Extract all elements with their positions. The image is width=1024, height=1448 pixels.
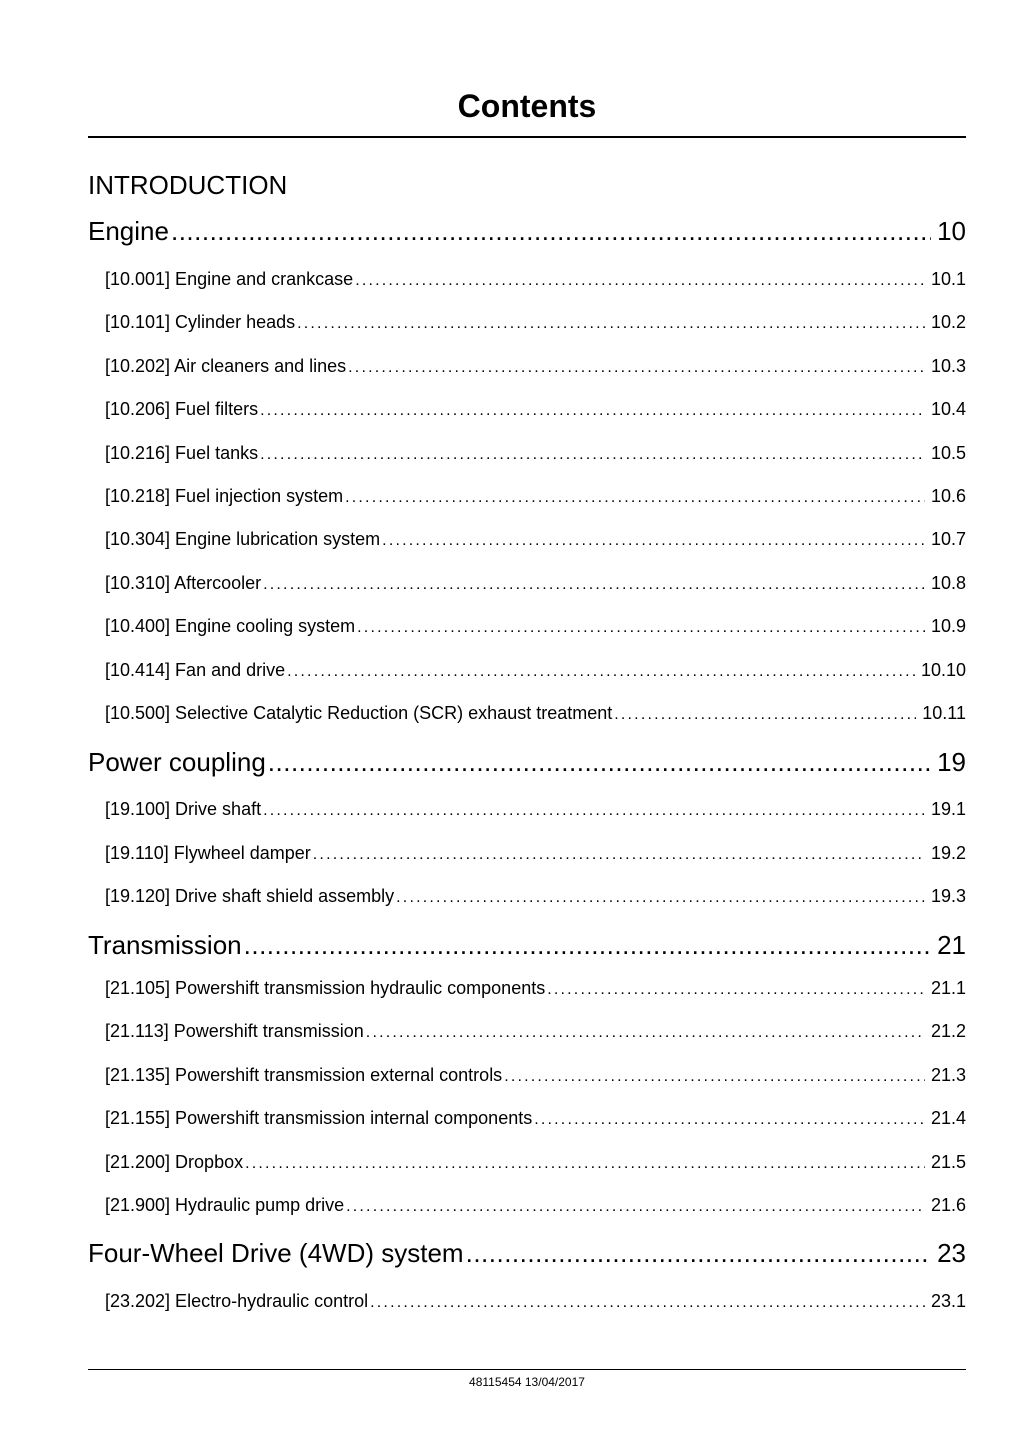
toc-section-label: [21.105] Powershift transmission hydraulic components (105, 978, 546, 998)
toc-page-number: 10.11 (922, 703, 966, 723)
toc-section[interactable] (88, 885, 966, 909)
toc-page-number: 21.4 (930, 1108, 966, 1128)
dot-leader (466, 1237, 931, 1269)
dot-leader (504, 1066, 925, 1088)
toc-page-number: 21.3 (930, 1065, 966, 1085)
toc-page-number: 23.1 (930, 1291, 966, 1311)
toc-section[interactable] (88, 485, 966, 509)
toc-page-number: 10 (937, 216, 966, 246)
dot-leader (534, 1109, 925, 1131)
toc-page-number: 19 (937, 747, 966, 777)
toc-section[interactable] (88, 1290, 966, 1314)
toc-section[interactable] (88, 977, 966, 1001)
footer-doc-number: 48115454 13/04/2017 (469, 1375, 585, 1389)
toc-chapter-power-coupling[interactable] (88, 746, 966, 778)
toc-page-number: 10.7 (930, 529, 966, 549)
dot-leader (348, 357, 925, 379)
toc-page-number: 10.5 (930, 443, 966, 463)
toc-section[interactable] (88, 1107, 966, 1131)
toc-section[interactable] (88, 268, 966, 292)
dot-leader (260, 444, 925, 466)
toc-section[interactable] (88, 702, 966, 726)
toc-page-number: 10.8 (930, 573, 966, 593)
dot-leader (287, 661, 915, 683)
dot-leader (396, 887, 925, 909)
toc-page-number: 10.6 (930, 486, 966, 506)
toc-section-label: [21.135] Powershift transmission external controls (105, 1065, 503, 1085)
dot-leader (244, 929, 931, 961)
dot-leader (263, 574, 925, 596)
toc-section-label: [10.218] Fuel injection system (105, 486, 344, 506)
toc-section-label: [19.110] Flywheel damper (105, 843, 311, 863)
toc-section-label: [10.101] Cylinder heads (105, 312, 296, 332)
toc-section[interactable] (88, 842, 966, 866)
page-title: Contents (457, 88, 597, 124)
toc-section-label: [10.500] Selective Catalytic Reduction (SCR) exhaust treatment (105, 703, 613, 723)
toc-section-label: [10.414] Fan and drive (105, 660, 286, 680)
dot-leader (614, 704, 916, 726)
toc-page-number: 21.6 (930, 1195, 966, 1215)
toc-section-label: [21.200] Dropbox (105, 1152, 244, 1172)
toc-page-number: 10.4 (930, 399, 966, 419)
toc-chapter-label: Engine (88, 216, 169, 246)
toc-section[interactable] (88, 1194, 966, 1218)
toc-section[interactable] (88, 355, 966, 379)
dot-leader (313, 844, 925, 866)
toc-section-label: [21.155] Powershift transmission internal components (105, 1108, 533, 1128)
table-of-contents (88, 0, 966, 1448)
toc-section-label: [21.113] Powershift transmission (105, 1021, 364, 1041)
toc-section[interactable] (88, 615, 966, 639)
introduction-heading: INTRODUCTION (88, 170, 288, 200)
toc-section-label: [10.001] Engine and crankcase (105, 269, 354, 289)
toc-page-number: 10.3 (930, 356, 966, 376)
toc-chapter-four-wheel-drive[interactable] (88, 1237, 966, 1269)
toc-section[interactable] (88, 1020, 966, 1044)
dot-leader (263, 800, 925, 822)
footer-divider (88, 1369, 966, 1370)
dot-leader (382, 530, 925, 552)
dot-leader (345, 487, 925, 509)
toc-section[interactable] (88, 1151, 966, 1175)
toc-page-number: 10.2 (930, 312, 966, 332)
toc-section[interactable] (88, 528, 966, 552)
dot-leader (245, 1153, 925, 1175)
toc-section-label: [19.120] Drive shaft shield assembly (105, 886, 395, 906)
toc-section-label: [10.202] Air cleaners and lines (105, 356, 347, 376)
dot-leader (370, 1292, 925, 1314)
dot-leader (268, 746, 931, 778)
toc-section[interactable] (88, 659, 966, 683)
toc-section-label: [10.216] Fuel tanks (105, 443, 259, 463)
toc-section[interactable] (88, 398, 966, 422)
dot-leader (357, 617, 925, 639)
toc-page-number: 19.1 (930, 799, 966, 819)
toc-section[interactable] (88, 798, 966, 822)
toc-section[interactable] (88, 572, 966, 596)
toc-section-label: [10.304] Engine lubrication system (105, 529, 381, 549)
toc-section[interactable] (88, 442, 966, 466)
dot-leader (355, 270, 925, 292)
toc-section-label: [10.400] Engine cooling system (105, 616, 356, 636)
toc-page-number: 21.5 (930, 1152, 966, 1172)
toc-page-number: 21.2 (930, 1021, 966, 1041)
toc-page-number: 21 (937, 930, 966, 960)
toc-page-number: 10.10 (920, 660, 966, 680)
toc-chapter-label: Four-Wheel Drive (4WD) system (88, 1238, 464, 1268)
toc-section-label: [19.100] Drive shaft (105, 799, 262, 819)
dot-leader (547, 979, 925, 1001)
dot-leader (366, 1022, 925, 1044)
dot-leader (260, 400, 925, 422)
toc-section-label: [10.206] Fuel filters (105, 399, 259, 419)
toc-section-label: [10.310] Aftercooler (105, 573, 262, 593)
toc-chapter-engine[interactable] (88, 215, 966, 247)
toc-chapter-label: Transmission (88, 930, 242, 960)
toc-page-number: 21.1 (930, 978, 966, 998)
toc-page-number: 19.2 (930, 843, 966, 863)
dot-leader (171, 215, 931, 247)
toc-page-number: 10.1 (930, 269, 966, 289)
toc-section[interactable] (88, 1064, 966, 1088)
toc-section-label: [23.202] Electro-hydraulic control (105, 1291, 369, 1311)
toc-section[interactable] (88, 311, 966, 335)
dot-leader (346, 1196, 925, 1218)
toc-page-number: 23 (937, 1238, 966, 1268)
toc-section-label: [21.900] Hydraulic pump drive (105, 1195, 345, 1215)
dot-leader (297, 313, 925, 335)
toc-page-number: 19.3 (930, 886, 966, 906)
toc-chapter-label: Power coupling (88, 747, 266, 777)
toc-chapter-transmission[interactable] (88, 929, 966, 961)
toc-page-number: 10.9 (930, 616, 966, 636)
